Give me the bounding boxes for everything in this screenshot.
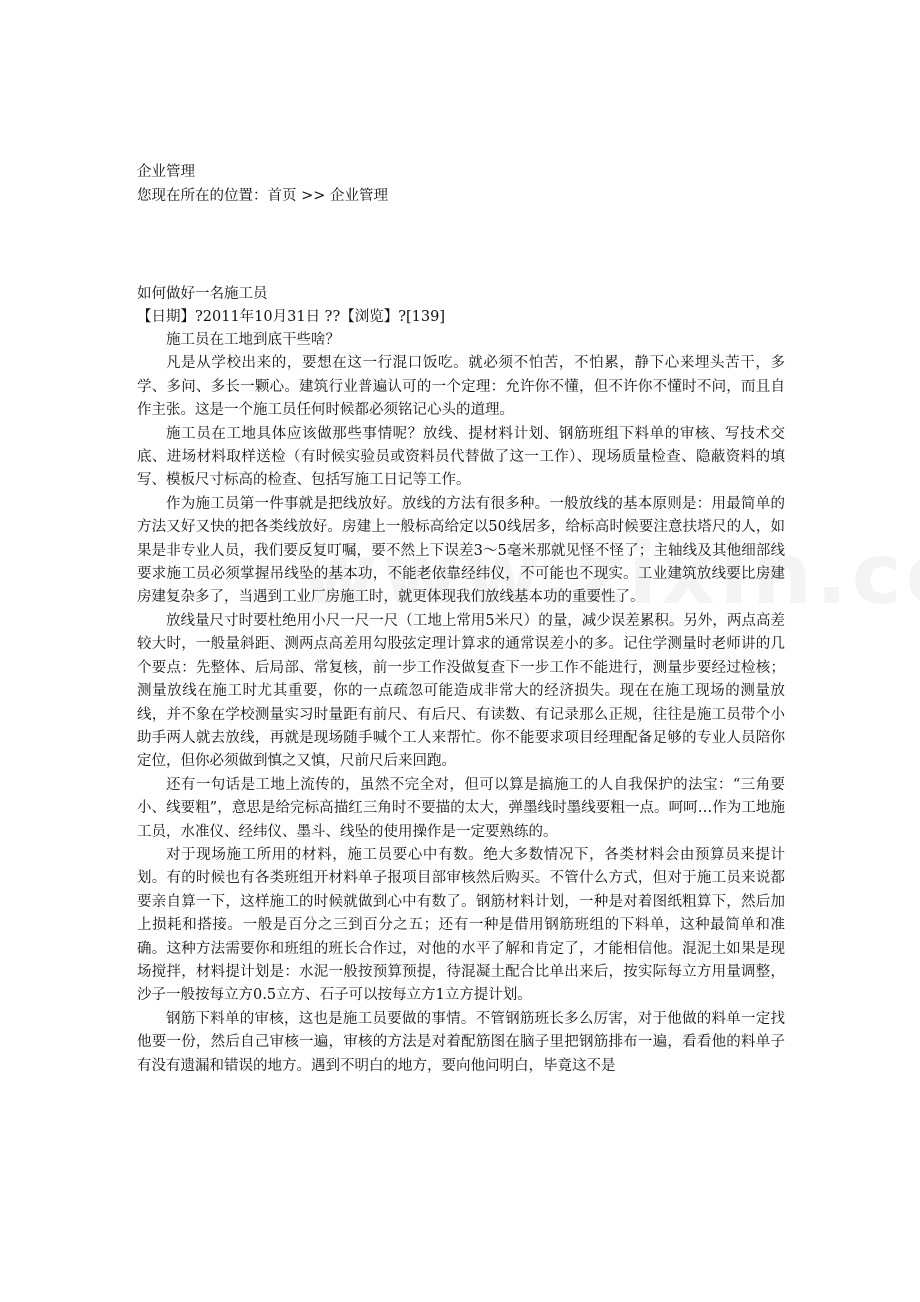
paragraph-question: 施工员在工地到底干些啥？ [166, 332, 340, 348]
article-body [137, 329, 785, 1078]
breadcrumb: 您现在所在的位置：首页 >> 企业管理 [137, 188, 389, 204]
paragraph: 还有一句话是工地上流传的，虽然不完全对，但可以算是搞施工的人自我保护的法宝：“三角要小、线要粗”，意思是给完标高描红三角时不要描的太大，弹墨线时墨线要粗一点。呵呵…作为工地施工员，水准仪、经纬仪、墨斗、线坠的使用操作是一定要熟练的。 [137, 776, 785, 840]
paragraph: 作为施工员第一件事就是把线放好。放线的方法有很多种。一般放线的基本原则是：用最简单的方法又好又快的把各类线放好。房建上一般标高给定以50线居多，给标高时候要注意扶塔尺的人，如果是非专业人员，我们要反复叮嘱，要不然上下误差3～5毫米那就见怪不怪了；主轴线及其他细部线要求施工员必须掌握吊线坠的基本功，不能老依靠经纬仪，不可能也不现实。工业建筑放线要比房建房建复杂多了，当遇到工业厂房施工时，就更体现我们放线基本功的重要性了。 [137, 495, 785, 606]
paragraph: 施工员在工地具体应该做那些事情呢？放线、提材料计划、钢筋班组下料单的审核、写技术交底、进场材料取样送检（有时候实验员或资料员代替做了这一工作）、现场质量检查、隐蔽资料的填写、模板尺寸标高的检查、包括写施工日记等工作。 [137, 425, 785, 489]
paragraph: 对于现场施工所用的材料，施工员要心中有数。绝大多数情况下，各类材料会由预算员来提计划。有的时候也有各类班组开材料单子报项目部审核然后购买。不管什么方式，但对于施工员来说都要亲自算一下，这样施工的时候就做到心中有数了。钢筋材料计划，一种是对着图纸粗算下，然后加上损耗和搭接。一般是百分之三到百分之五；还有一种是借用钢筋班组的下料单，这种最简单和准确。这种方法需要你和班组的班长合作过，对他的水平了解和肯定了，才能相信他。混泥土如果是现场搅拌，材料提计划是：水泥一般按预算预提，待混凝土配合比单出来后，按实际每立方用量调整，沙子一般按每立方0.5立方、石子可以按每立方1立方提计划。 [137, 846, 785, 1004]
article-meta: 【日期】?2011年10月31日 ??【浏览】?[139] [137, 309, 445, 325]
paragraph: 凡是从学校出来的，要想在这一行混口饭吃。就必须不怕苦，不怕累，静下心来埋头苦干，多学、多问、多长一颗心。建筑行业普遍认可的一个定理：允许你不懂，但不许你不懂时不问，而且自作主张。这是一个施工员任何时候都必须铭记心头的道理。 [137, 355, 785, 419]
paragraph: 钢筋下料单的审核，这也是施工员要做的事情。不管钢筋班长多么厉害，对于他做的料单一定找他要一份，然后自己审核一遍，审核的方法是对着配筋图在脑子里把钢筋排布一遍，看看他的料单子有没有遗漏和错误的地方。遇到不明白的地方，要向他问明白，毕竟这不是 [137, 1010, 785, 1074]
article-title: 如何做好一名施工员 [137, 286, 268, 302]
paragraph: 放线量尺寸时要杜绝用小尺一尺一尺（工地上常用5米尺）的量，减少误差累积。另外，两点高差较大时，一般量斜距、测两点高差用勾股弦定理计算求的通常误差小的多。记住学测量时老师讲的几个要点：先整体、后局部、常复核，前一步工作没做复查下一步工作不能进行，测量步要经过检核；测量放线在施工时尤其重要，你的一点疏忽可能造成非常大的经济损失。现在在施工现场的测量放线，并不象在学校测量实习时量距有前尺、有后尺、有读数、有记录那么正规，往往是施工员带个小助手两人就去放线，再就是现场随手喊个工人来帮忙。你不能要求项目经理配备足够的专业人员陪你定位，但你必须做到慎之又慎，尺前尺后来回跑。 [137, 612, 785, 770]
section-title: 企业管理 [137, 164, 195, 180]
